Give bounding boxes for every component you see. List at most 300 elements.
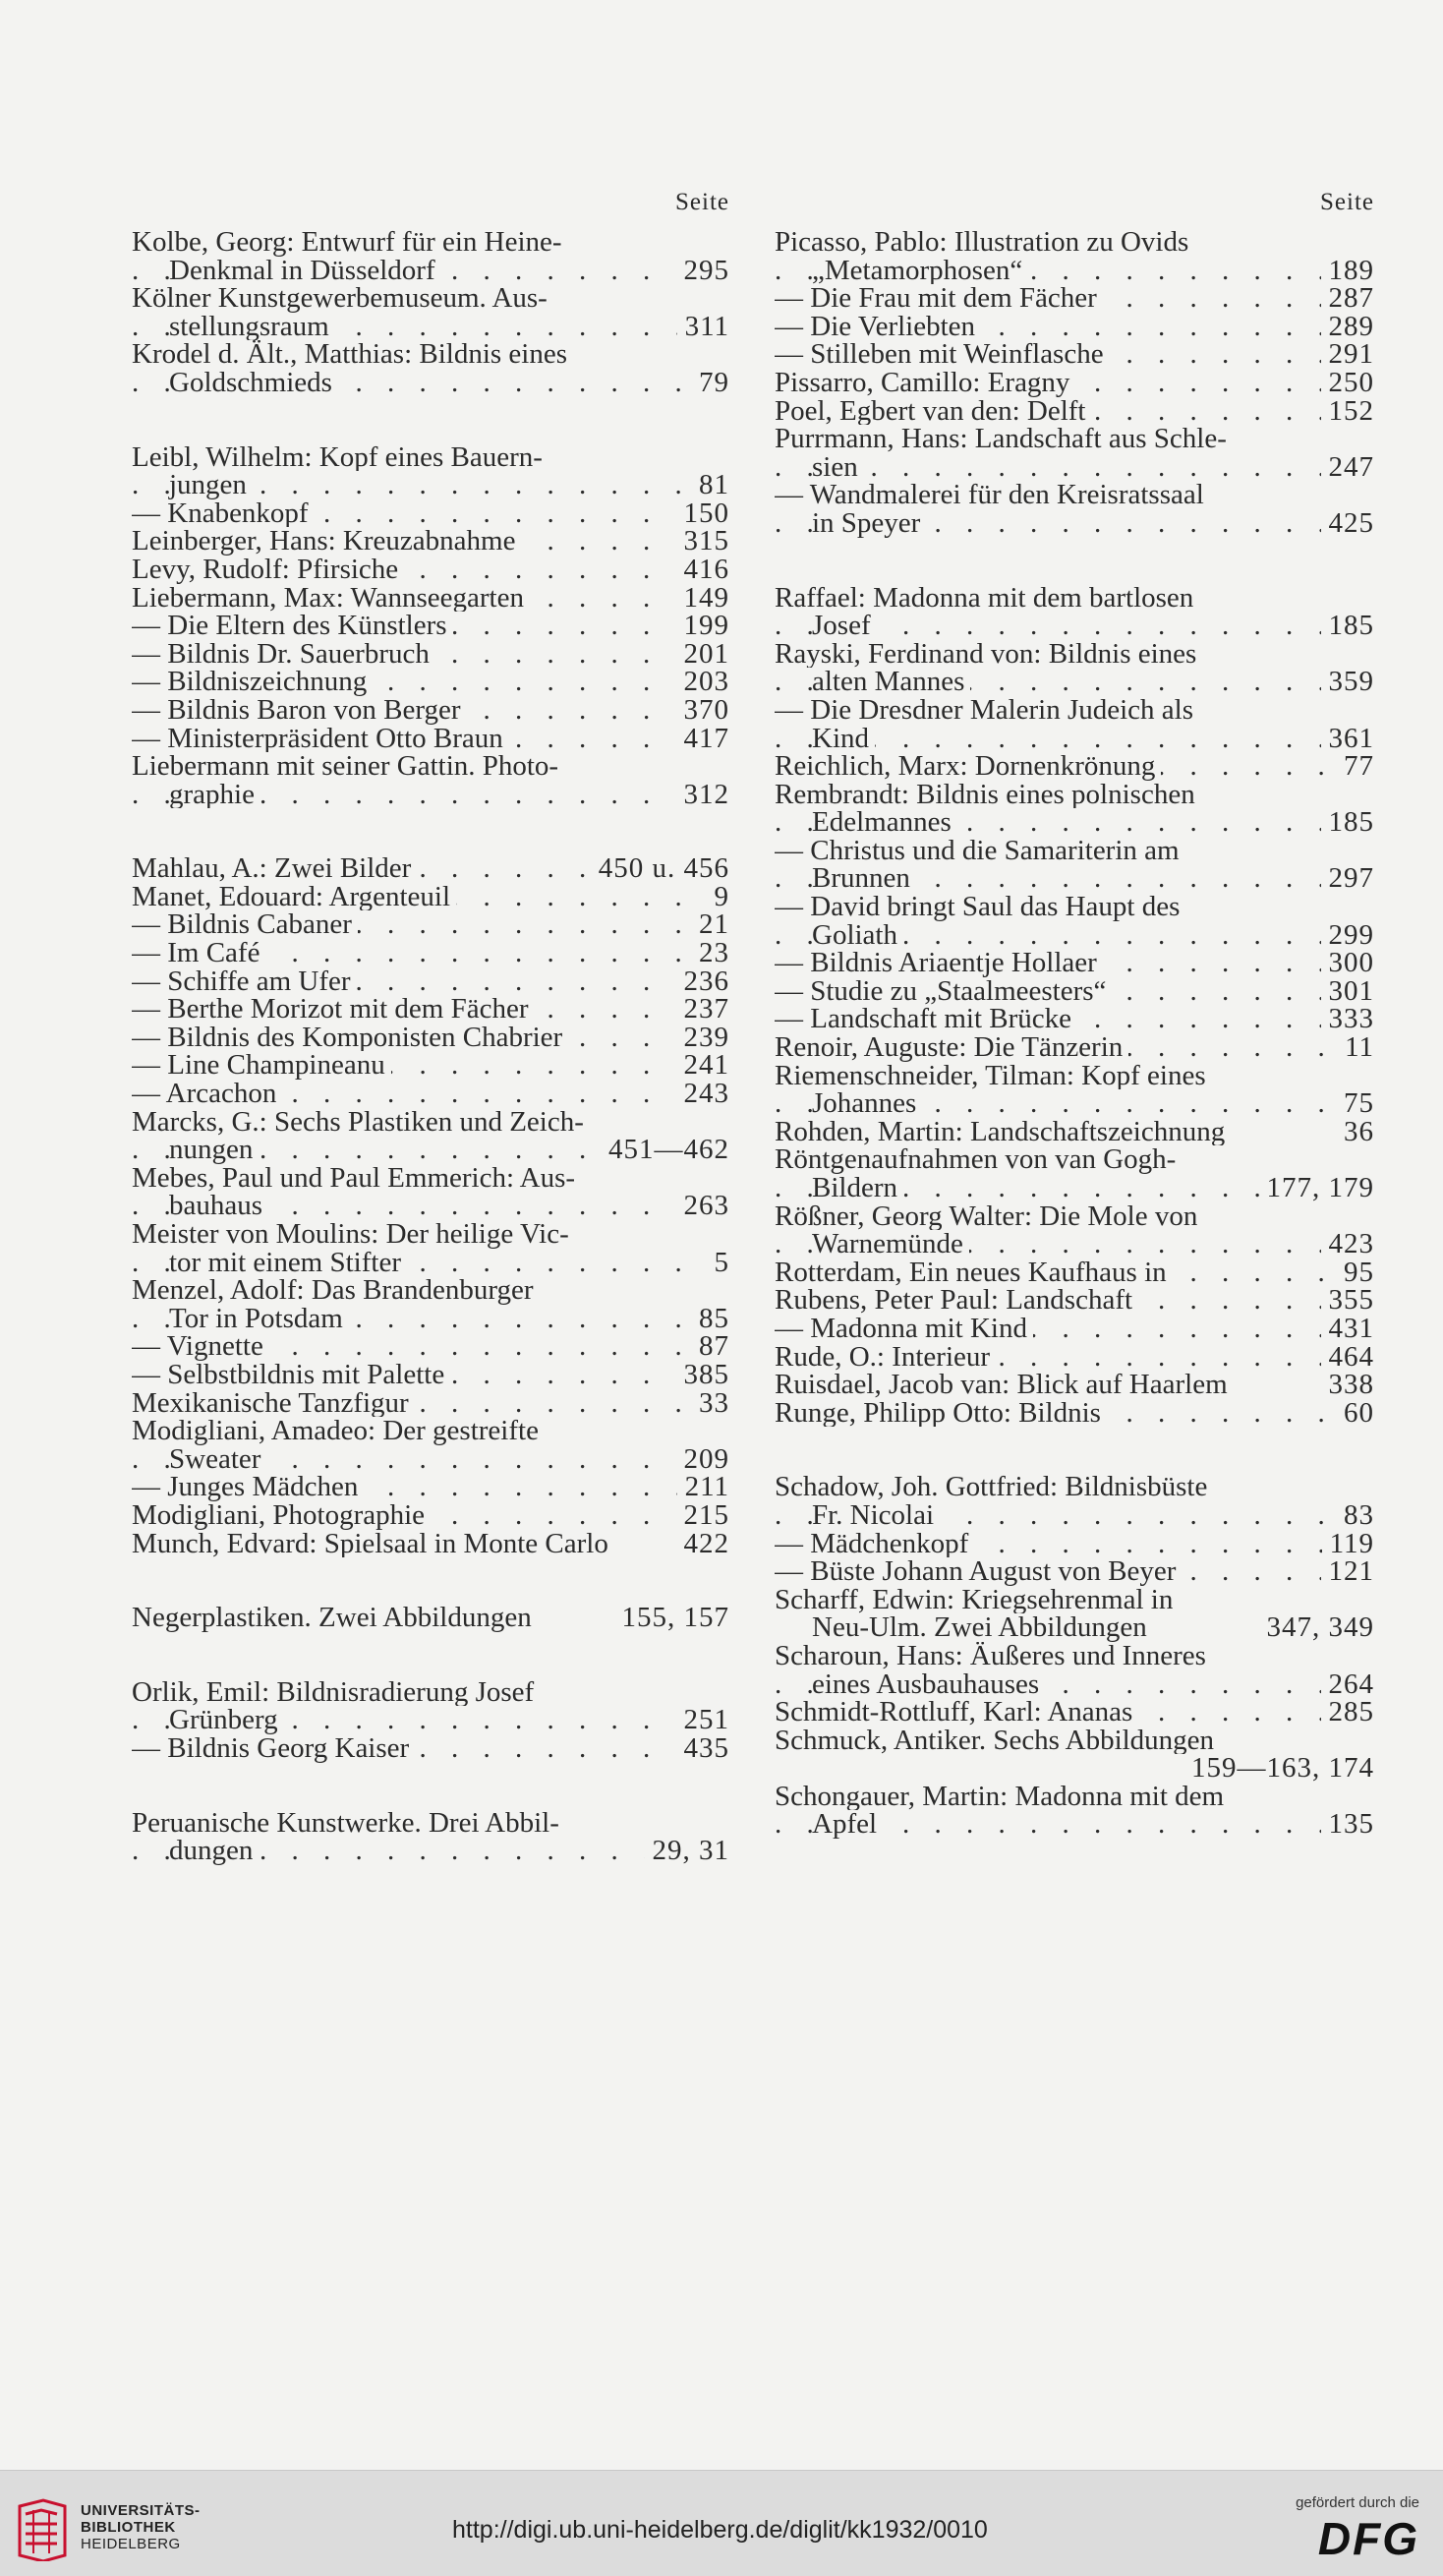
index-entry-line	[775, 1530, 1374, 1558]
index-entry-line	[775, 284, 1374, 313]
entry-page-number: 119	[1322, 1530, 1374, 1558]
index-entry-line	[132, 1706, 729, 1734]
index-entry-line	[775, 425, 1374, 453]
entry-text: — Büste Johann August von Beyer	[775, 1557, 1182, 1586]
index-entry-line	[132, 668, 729, 696]
index-entry	[775, 1530, 1374, 1558]
index-entry-line	[132, 1024, 729, 1052]
entry-text: sien	[812, 453, 864, 482]
entry-text: — Vignette	[132, 1332, 269, 1361]
library-line: HEIDELBERG	[81, 2536, 181, 2552]
entry-text: Meister von Moulins: Der heilige Vic-	[132, 1220, 575, 1249]
entry-page-number: 338	[1321, 1371, 1375, 1399]
index-entry	[132, 1332, 729, 1361]
index-entry-line	[775, 1286, 1374, 1315]
entry-page-number: 33	[691, 1389, 729, 1418]
entry-page-number: 243	[676, 1080, 730, 1108]
entry-text: Mexikanische Tanzfigur	[132, 1389, 415, 1418]
entry-page-number: 355	[1321, 1286, 1375, 1315]
column-header-seite: Seite	[1320, 189, 1374, 215]
index-entry-line	[132, 1108, 729, 1137]
entry-text: Liebermann mit seiner Gattin. Photo-	[132, 752, 564, 781]
index-entry	[775, 1315, 1374, 1343]
index-entry	[775, 1062, 1374, 1118]
index-entry	[132, 752, 729, 808]
entry-page-number: 189	[1321, 257, 1375, 285]
index-entry-line	[132, 967, 729, 996]
index-entry-line	[132, 257, 729, 285]
index-entry	[775, 893, 1374, 949]
entry-page-number: 239	[676, 1024, 730, 1052]
index-entry	[132, 1734, 729, 1763]
entry-page-number: 300	[1321, 949, 1375, 977]
entry-text: Scharoun, Hans: Äußeres und Inneres	[775, 1642, 1212, 1670]
index-entry	[775, 1642, 1374, 1698]
index-entry	[775, 584, 1374, 640]
entry-text: — Die Eltern des Künstlers	[132, 612, 453, 640]
entry-page-number: 361	[1321, 725, 1375, 753]
index-entry	[775, 640, 1374, 696]
index-entry	[132, 499, 729, 528]
entry-text: Rubens, Peter Paul: Landschaft	[775, 1286, 1138, 1315]
index-entry-line	[132, 1678, 729, 1707]
index-entry	[132, 1417, 729, 1473]
entry-page-number: 11	[1337, 1033, 1374, 1062]
entry-text: Orlik, Emil: Bildnisradierung Josef	[132, 1678, 540, 1707]
entry-text: Pissarro, Camillo: Eragny	[775, 369, 1075, 397]
index-entry-line	[132, 640, 729, 669]
entry-page-number: 299	[1321, 921, 1375, 950]
entry-text: — Ministerpräsident Otto Braun	[132, 725, 509, 753]
index-entry-line	[775, 1315, 1374, 1343]
entry-text: Rembrandt: Bildnis eines polnischen	[775, 781, 1201, 809]
index-entry	[775, 949, 1374, 977]
entry-text: — Wandmalerei für den Kreisratssaal	[775, 481, 1210, 509]
index-entry	[132, 1678, 729, 1734]
entry-page-number: 29, 31	[645, 1837, 730, 1865]
index-entry	[775, 781, 1374, 837]
entry-page-number: 263	[676, 1192, 730, 1220]
index-entry-line	[132, 1361, 729, 1389]
entry-page-number: 285	[1321, 1698, 1375, 1727]
index-entry-line	[132, 1837, 729, 1865]
index-entry-line	[775, 1062, 1374, 1090]
entry-text: — Schiffe am Ufer	[132, 967, 357, 996]
entry-text: — Arcachon	[132, 1080, 282, 1108]
entry-text: — Die Verliebten	[775, 313, 981, 341]
index-entry-line	[132, 1164, 729, 1193]
index-entry-line	[775, 481, 1374, 509]
entry-page-number: 85	[691, 1305, 729, 1333]
index-entry	[132, 1276, 729, 1332]
funding-notice	[1296, 2494, 1419, 2562]
index-entry	[775, 397, 1374, 426]
index-entry	[132, 725, 729, 753]
entry-text: Bildern	[812, 1174, 903, 1202]
index-entry	[775, 340, 1374, 369]
entry-page-number: 236	[676, 967, 730, 996]
entry-text: Picasso, Pablo: Illustration zu Ovids	[775, 228, 1194, 257]
entry-text: Brunnen	[812, 864, 916, 893]
entry-text: Kolbe, Georg: Entwurf für ein Heine-	[132, 228, 568, 257]
index-entry	[132, 1604, 729, 1632]
entry-text: Manet, Edouard: Argenteuil	[132, 883, 456, 911]
entry-page-number: 23	[691, 939, 729, 967]
index-entry-line	[775, 696, 1374, 725]
entry-page-number: 417	[676, 725, 730, 753]
index-entry-line	[775, 509, 1374, 538]
index-entry-line	[775, 228, 1374, 257]
index-entry-line	[775, 893, 1374, 921]
index-entry-line	[775, 1371, 1374, 1399]
index-entry	[775, 228, 1374, 284]
index-entry-line	[132, 527, 729, 556]
entry-text: Mebes, Paul und Paul Emmerich: Aus-	[132, 1164, 581, 1193]
index-entry-line	[132, 1276, 729, 1305]
entry-text: Johannes	[812, 1089, 922, 1118]
index-entry	[132, 668, 729, 696]
index-entry-line	[132, 725, 729, 753]
index-entry-line	[775, 1174, 1374, 1202]
entry-text: Rayski, Ferdinand von: Bildnis eines	[775, 640, 1202, 669]
section-gap	[132, 808, 729, 854]
entry-text: Rößner, Georg Walter: Die Mole von	[775, 1202, 1203, 1231]
index-entry-line	[775, 1698, 1374, 1727]
index-entries-left	[132, 228, 729, 1865]
entry-text: — Junges Mädchen	[132, 1473, 364, 1501]
entry-text: — Bildnis des Komponisten Chabrier	[132, 1024, 568, 1052]
entry-text: Leibl, Wilhelm: Kopf eines Bauern-	[132, 443, 548, 472]
index-entry-line	[132, 1249, 729, 1277]
index-entry	[132, 1108, 729, 1164]
index-entry	[132, 1473, 729, 1501]
section-gap	[132, 397, 729, 443]
entry-page-number: 297	[1321, 864, 1375, 893]
entry-text: Marcks, G.: Sechs Plastiken und Zeich-	[132, 1108, 590, 1137]
entry-text: Krodel d. Ält., Matthias: Bildnis eines	[132, 340, 573, 369]
index-entry-line	[775, 1783, 1374, 1811]
index-entry-line	[775, 725, 1374, 753]
entry-page-number: 203	[676, 668, 730, 696]
index-entry	[132, 1164, 729, 1220]
index-entry	[132, 527, 729, 556]
entry-text: Schongauer, Martin: Madonna mit dem	[775, 1783, 1230, 1811]
index-entry-line	[132, 369, 729, 397]
entry-text: Apfel	[812, 1810, 883, 1839]
index-entry-line	[775, 1089, 1374, 1118]
index-entry-line	[132, 1332, 729, 1361]
index-entry	[775, 481, 1374, 537]
entry-text: — Knabenkopf	[132, 499, 315, 528]
entry-page-number: 185	[1321, 808, 1375, 837]
entry-text: Goldschmieds	[169, 369, 338, 397]
entry-text: Leinberger, Hans: Kreuzabnahme	[132, 527, 521, 556]
index-entry	[775, 837, 1374, 893]
entry-page-number: 185	[1321, 612, 1375, 640]
entry-text: Warnemünde	[812, 1230, 969, 1259]
entry-page-number: 450 u. 456	[591, 854, 729, 883]
index-entry-line	[132, 584, 729, 613]
entry-text: Goliath	[812, 921, 903, 950]
index-entry	[775, 313, 1374, 341]
entry-text: jungen	[169, 471, 253, 499]
index-entry-line	[132, 1220, 729, 1249]
entry-page-number: 370	[676, 696, 730, 725]
entry-page-number: 209	[676, 1445, 730, 1474]
index-entry	[775, 1259, 1374, 1287]
index-entry-line	[132, 781, 729, 809]
index-entry	[132, 1809, 729, 1865]
index-entry-line	[132, 883, 729, 911]
index-entry-line	[775, 453, 1374, 482]
index-entry-line	[775, 781, 1374, 809]
entry-text: Rude, O.: Interieur	[775, 1343, 996, 1372]
index-entry-line	[775, 313, 1374, 341]
index-entry-line	[132, 1305, 729, 1333]
entry-text: Renoir, Auguste: Die Tänzerin	[775, 1033, 1128, 1062]
entry-text: Rotterdam, Ein neues Kaufhaus in	[775, 1259, 1173, 1287]
index-entry-line	[775, 1473, 1374, 1501]
index-entry-line	[775, 369, 1374, 397]
entry-page-number: 199	[676, 612, 730, 640]
entry-page-number: 451—462	[601, 1136, 729, 1164]
entry-text: Schmuck, Antiker. Sechs Abbildungen	[775, 1727, 1220, 1755]
entry-text: — Bildnis Cabaner	[132, 910, 358, 939]
index-entry	[775, 1145, 1374, 1201]
index-entry-line	[775, 1145, 1374, 1174]
index-entry-line	[132, 284, 729, 313]
entry-text: Poel, Egbert van den: Delft	[775, 397, 1092, 426]
index-entry	[775, 977, 1374, 1006]
index-entry	[132, 696, 729, 725]
entry-text: Negerplastiken. Zwei Abbildungen	[132, 1604, 538, 1632]
entry-page-number: 312	[676, 781, 730, 809]
index-entry-line	[132, 1445, 729, 1474]
entry-text: Kind	[812, 725, 875, 753]
entry-text: Purrmann, Hans: Landschaft aus Schle-	[775, 425, 1233, 453]
index-entry	[132, 1361, 729, 1389]
index-entry-line	[775, 584, 1374, 613]
entry-text: — David bringt Saul das Haupt des	[775, 893, 1185, 921]
entry-page-number: 347, 349	[1259, 1613, 1375, 1642]
index-entry	[132, 443, 729, 499]
entry-text: Sweater	[169, 1445, 266, 1474]
index-entry	[775, 1783, 1374, 1839]
index-entry-line	[132, 340, 729, 369]
index-entry-line	[132, 752, 729, 781]
entry-text: — Bildnis Dr. Sauerbruch	[132, 640, 435, 669]
index-entry-line	[775, 1230, 1374, 1259]
entry-text: — Bildnis Georg Kaiser	[132, 1734, 415, 1763]
index-entry-line	[775, 1343, 1374, 1372]
index-entry-line	[775, 808, 1374, 837]
entry-page-number: 149	[676, 584, 730, 613]
index-entry-line	[132, 1192, 729, 1220]
section-gap	[775, 538, 1374, 584]
entry-page-number: 177, 179	[1259, 1174, 1375, 1202]
entry-text: Menzel, Adolf: Das Brandenburger	[132, 1276, 540, 1305]
index-entry	[775, 752, 1374, 781]
index-entry	[132, 1389, 729, 1418]
entry-text: Röntgenaufnahmen von van Gogh-	[775, 1145, 1182, 1174]
index-entry	[775, 1473, 1374, 1529]
entry-text: — Landschaft mit Brücke	[775, 1005, 1077, 1033]
index-entry-line	[775, 1586, 1374, 1614]
column-header-seite: Seite	[675, 189, 729, 215]
index-entry-line	[775, 949, 1374, 977]
entry-page-number: 36	[1336, 1118, 1374, 1146]
entry-page-number: 5	[707, 1249, 730, 1277]
index-entry	[775, 284, 1374, 313]
index-entry	[132, 1530, 729, 1558]
index-entry	[132, 1051, 729, 1080]
index-entry-line	[132, 313, 729, 341]
entry-text: dungen	[169, 1837, 259, 1865]
permalink-url[interactable]: http://digi.ub.uni-heidelberg.de/diglit/kk1932/0010	[452, 2516, 988, 2544]
entry-page-number: 79	[691, 369, 729, 397]
entry-page-number: 87	[691, 1332, 729, 1361]
entry-page-number: 21	[691, 910, 729, 939]
index-entry-line	[132, 910, 729, 939]
index-entry-line	[775, 837, 1374, 865]
index-entry	[775, 1399, 1374, 1428]
entry-page-number: 155, 157	[614, 1604, 730, 1632]
entry-page-number: 435	[676, 1734, 730, 1763]
entry-text: eines Ausbauhauses	[812, 1670, 1045, 1699]
index-entry-line	[775, 1754, 1374, 1783]
index-entry-line	[132, 499, 729, 528]
library-line: UNIVERSITÄTS-	[81, 2502, 201, 2519]
entry-text: Josef	[812, 612, 877, 640]
index-entry-line	[775, 668, 1374, 696]
viewer-footer	[0, 2470, 1443, 2576]
index-entry-line	[775, 1259, 1374, 1287]
entry-text: — Selbstbildnis mit Palette	[132, 1361, 450, 1389]
index-entry-line	[775, 864, 1374, 893]
index-entry-line	[775, 1613, 1374, 1642]
entry-page-number: 250	[1321, 369, 1375, 397]
entry-text: — Die Dresdner Malerin Judeich als	[775, 696, 1199, 725]
entry-text: Scharff, Edwin: Kriegsehrenmal in	[775, 1586, 1179, 1614]
entry-page-number: 201	[676, 640, 730, 669]
index-entry-line	[132, 443, 729, 472]
index-entry	[132, 1080, 729, 1108]
index-entry	[775, 425, 1374, 481]
index-entry	[132, 910, 729, 939]
entry-text: — Mädchenkopf	[775, 1530, 974, 1558]
entry-text: — Line Champineanu	[132, 1051, 391, 1080]
index-entry	[775, 1557, 1374, 1586]
index-entry-line	[775, 977, 1374, 1006]
index-entry-line	[132, 995, 729, 1024]
index-entry	[132, 1024, 729, 1052]
entry-text: alten Mannes	[812, 668, 970, 696]
index-entry	[775, 1118, 1374, 1146]
entry-page-number: 247	[1321, 453, 1375, 482]
library-line: BIBLIOTHEK	[81, 2519, 176, 2536]
index-entry	[775, 1202, 1374, 1259]
entry-text: — Berthe Morizot mit dem Fächer	[132, 995, 534, 1024]
index-entry	[132, 640, 729, 669]
entry-text: Levy, Rudolf: Pfirsiche	[132, 556, 404, 584]
entry-page-number: 315	[676, 527, 730, 556]
entry-page-number: 75	[1336, 1089, 1374, 1118]
index-entry	[775, 1698, 1374, 1727]
entry-text: Tor in Potsdam	[169, 1305, 349, 1333]
index-entry-line	[775, 257, 1374, 285]
index-entry-line	[132, 471, 729, 499]
index-entry-line	[132, 1530, 729, 1558]
entry-page-number: 431	[1321, 1315, 1375, 1343]
entry-text: — Bildniszeichnung	[132, 668, 373, 696]
entry-text: Modigliani, Amadeo: Der gestreifte	[132, 1417, 545, 1445]
entry-page-number: 464	[1321, 1343, 1375, 1372]
index-entry	[132, 1501, 729, 1530]
entry-text: Riemenschneider, Tilman: Kopf eines	[775, 1062, 1212, 1090]
entry-text: Peruanische Kunstwerke. Drei Abbil-	[132, 1809, 565, 1838]
entry-page-number: 95	[1336, 1259, 1374, 1287]
entry-page-number: 211	[677, 1473, 729, 1501]
entry-text: bauhaus	[169, 1192, 268, 1220]
entry-text: Runge, Philipp Otto: Bildnis	[775, 1399, 1107, 1428]
index-entry	[132, 1220, 729, 1276]
index-entry-line	[775, 752, 1374, 781]
index-entry	[775, 1005, 1374, 1033]
entry-text: nungen	[169, 1136, 259, 1164]
index-entry	[775, 1286, 1374, 1315]
index-entry-line	[132, 1734, 729, 1763]
index-entry-line	[775, 1202, 1374, 1231]
index-entry-line	[775, 397, 1374, 426]
index-entry-line	[132, 1080, 729, 1108]
index-entry-line	[775, 1399, 1374, 1428]
section-gap	[132, 1632, 729, 1678]
index-entry-line	[775, 921, 1374, 950]
entry-page-number: 241	[676, 1051, 730, 1080]
entry-page-number: 152	[1321, 397, 1375, 426]
index-entry-line	[132, 1809, 729, 1838]
index-entry	[775, 1371, 1374, 1399]
index-entries-right	[775, 228, 1374, 1839]
index-entry-line	[132, 1136, 729, 1164]
entry-page-number: 83	[1336, 1501, 1374, 1530]
index-entry-line	[132, 1473, 729, 1501]
index-entry-line	[132, 1389, 729, 1418]
entry-page-number: 359	[1321, 668, 1375, 696]
entry-page-number: 289	[1321, 313, 1375, 341]
university-seal-icon	[14, 2496, 71, 2561]
index-entry	[132, 612, 729, 640]
entry-text: Modigliani, Photographie	[132, 1501, 431, 1530]
index-entry	[775, 1727, 1374, 1783]
entry-text: Grünberg	[169, 1706, 284, 1734]
entry-text: Mahlau, A.: Zwei Bilder	[132, 854, 417, 883]
index-entry-line	[775, 1670, 1374, 1699]
entry-text: Kölner Kunstgewerbemuseum. Aus-	[132, 284, 553, 313]
entry-page-number: 9	[707, 883, 730, 911]
entry-text: Reichlich, Marx: Dornenkrönung	[775, 752, 1161, 781]
entry-text: Fr. Nicolai	[812, 1501, 940, 1530]
entry-text: — Stilleben mit Weinflasche	[775, 340, 1110, 369]
entry-text: — Christus und die Samariterin am	[775, 837, 1185, 865]
entry-text: Neu-Ulm. Zwei Abbildungen	[812, 1613, 1153, 1642]
entry-page-number: 291	[1321, 340, 1375, 369]
entry-page-number: 425	[1321, 509, 1375, 538]
index-entry	[132, 883, 729, 911]
entry-text: Rohden, Martin: Landschaftszeichnung	[775, 1118, 1231, 1146]
index-entry-line	[775, 1557, 1374, 1586]
entry-page-number: 237	[676, 995, 730, 1024]
